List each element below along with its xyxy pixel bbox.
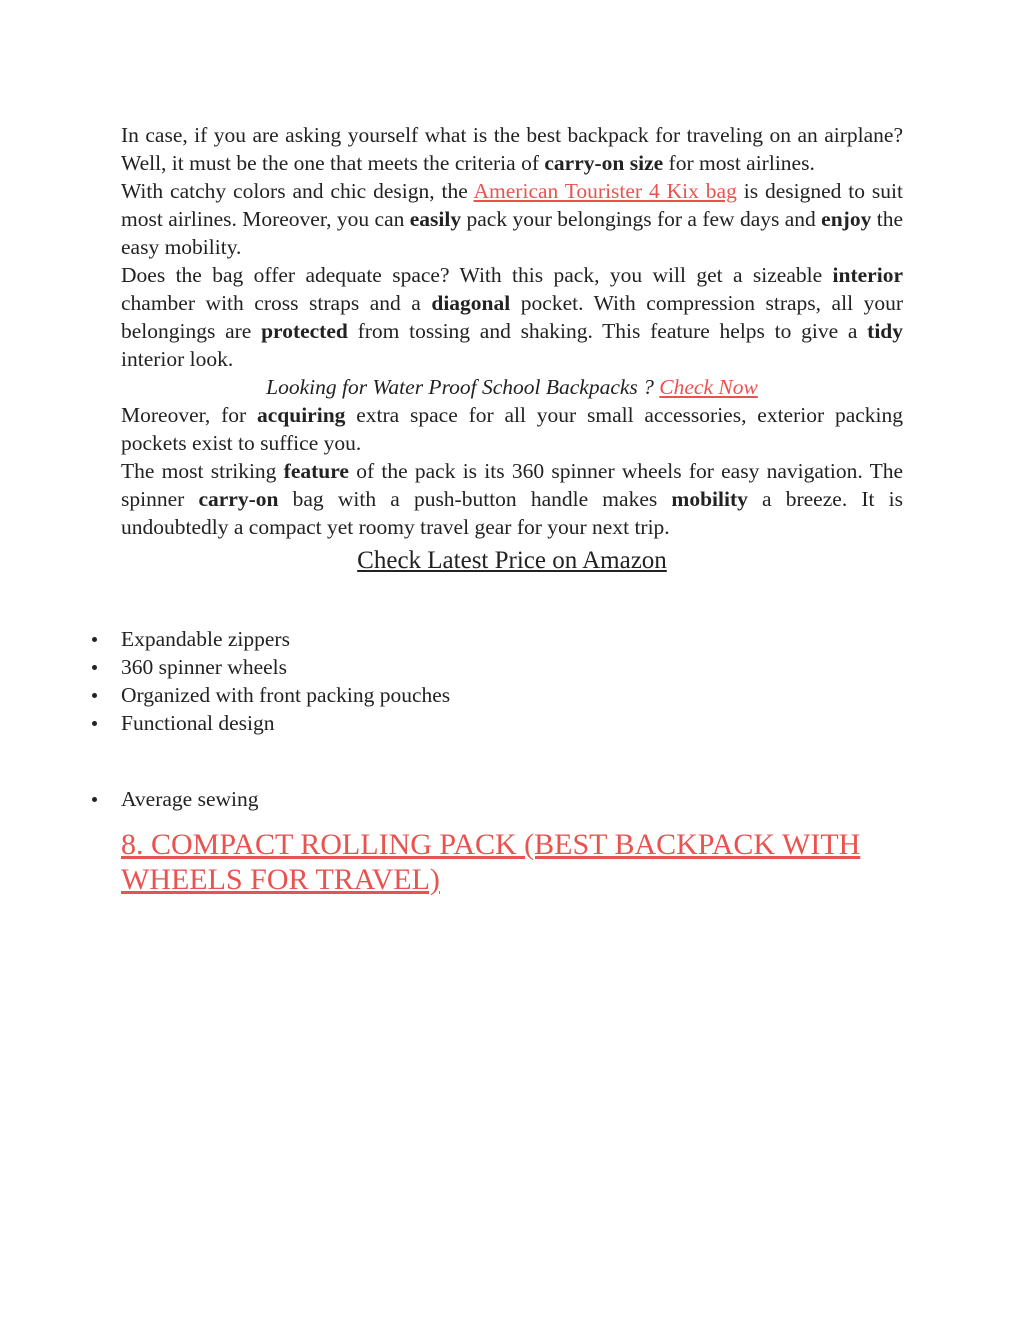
text: of the pack is its 360 spinner wheels for easy navigation. The spinner <box>121 459 903 511</box>
pros-list <box>121 625 903 737</box>
paragraph-wheels <box>121 457 903 541</box>
check-now-link[interactable]: Check Now <box>659 375 758 399</box>
list-item: Functional design <box>121 709 903 737</box>
text: Does the bag offer adequate space? With this pack, you will get a sizeable <box>121 263 833 287</box>
bold-text: enjoy <box>821 207 872 231</box>
text: In case, if you are asking yourself what is the best backpack for traveling on an airplane? Well, it must be the one that meets the criteria of <box>121 123 903 175</box>
bold-text: easily <box>409 207 462 231</box>
bold-text: protected <box>261 319 348 343</box>
bold-text: carry-on size <box>544 151 664 175</box>
bold-text: mobility <box>671 487 748 511</box>
bold-text: tidy <box>867 319 903 343</box>
paragraph-carry-on <box>121 121 903 177</box>
text: a breeze. It is undoubtedly a compact yet roomy travel gear for your next trip. <box>121 487 903 539</box>
paragraph-design <box>121 177 903 261</box>
amazon-price-cta <box>121 545 903 577</box>
article-body <box>121 121 903 897</box>
list-item: Organized with front packing pouches <box>121 681 903 709</box>
bold-text: diagonal <box>431 291 511 315</box>
text: With catchy colors and chic design, the <box>121 179 474 203</box>
bold-text: acquiring <box>257 403 346 427</box>
text: bag with a push-button handle makes <box>278 487 672 511</box>
text: interior look. <box>121 347 234 371</box>
text: pack your belongings for a few days and <box>461 207 822 231</box>
product-link[interactable]: American Tourister 4 Kix bag <box>473 179 737 203</box>
check-price-link[interactable]: Check Latest Price on Amazon <box>357 547 667 574</box>
list-item: Average sewing <box>121 785 903 813</box>
bold-text: feature <box>283 459 349 483</box>
text: pocket. With compression straps, all your belongings are <box>121 291 903 343</box>
text: the easy mobility. <box>121 207 903 259</box>
text: for most airlines. <box>663 151 815 175</box>
list-item: 360 spinner wheels <box>121 653 903 681</box>
text: from tossing and shaking. This feature helps to give a <box>347 319 868 343</box>
list-item: Expandable zippers <box>121 625 903 653</box>
text: extra space for all your small accessories, exterior packing pockets exist to suffice you. <box>121 403 904 455</box>
text: chamber with cross straps and a <box>121 291 432 315</box>
paragraph-space <box>121 261 903 373</box>
bold-text: carry-on <box>198 487 279 511</box>
paragraph-pockets <box>121 401 903 457</box>
next-product-heading-link[interactable]: 8. COMPACT ROLLING PACK (BEST BACKPACK WITH WHEELS FOR TRAVEL) <box>121 828 861 896</box>
text: The most striking <box>121 459 284 483</box>
promo-line <box>121 373 903 401</box>
promo-text: Looking for Water Proof School Backpacks ? <box>266 375 660 399</box>
bold-text: interior <box>832 263 903 287</box>
text: is designed to suit most airlines. Moreover, you can <box>121 179 903 231</box>
cons-list <box>121 785 903 813</box>
text: Moreover, for <box>121 403 257 427</box>
